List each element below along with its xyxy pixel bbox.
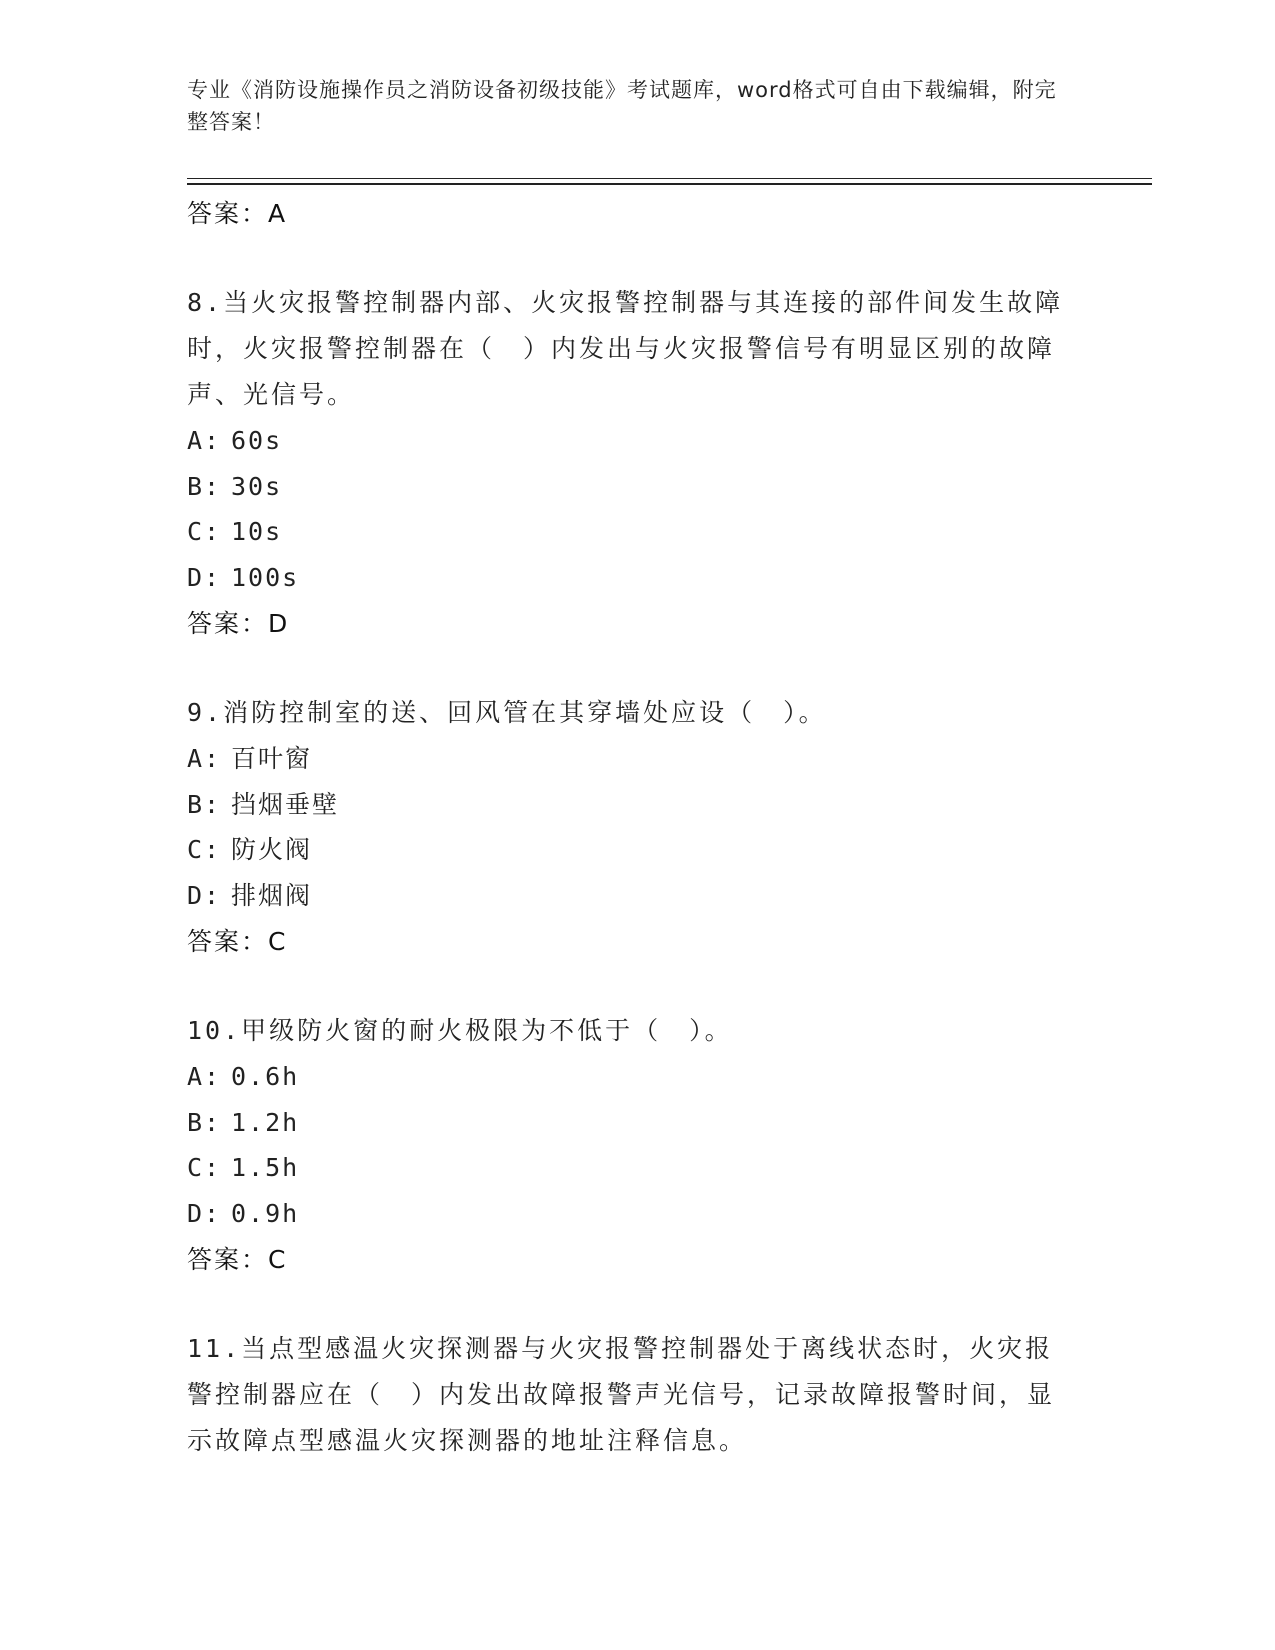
question-list xyxy=(187,190,1087,1464)
header-divider-thick xyxy=(187,183,1152,185)
option-label: A: xyxy=(187,1062,222,1091)
question-block xyxy=(187,280,1087,648)
question-block xyxy=(187,1008,1087,1284)
option-label: C: xyxy=(187,1153,222,1182)
option-a xyxy=(187,1054,1087,1100)
option-text: 100s xyxy=(231,562,300,592)
option-label: B: xyxy=(187,789,222,819)
option-d xyxy=(187,1191,1087,1237)
option-text: 挡烟垂壁 xyxy=(231,789,340,819)
option-text: 60s xyxy=(231,426,283,455)
question-stem: 11.当点型感温火灾探测器与火灾报警控制器处于离线状态时，火灾报警控制器应在（ ）内发出故障报警声光信号，记录故障报警时间，显示故障点型感温火灾探测器的地址注释信息。 xyxy=(187,1334,1056,1455)
option-a xyxy=(187,418,1087,464)
question-block xyxy=(187,1326,1087,1464)
option-label: A: xyxy=(187,426,222,455)
option-text: 1.5h xyxy=(231,1153,300,1182)
option-c xyxy=(187,1145,1087,1191)
option-label: B: xyxy=(187,1107,222,1137)
option-text: 1.2h xyxy=(231,1107,300,1137)
option-b xyxy=(187,1100,1087,1146)
question-stem: 9.消防控制室的送、回风管在其穿墙处应设（ ）。 xyxy=(187,698,827,727)
option-text: 10s xyxy=(231,517,283,546)
answer-line: 答案：D xyxy=(187,609,290,638)
option-text: 30s xyxy=(231,471,283,501)
option-text: 防火阀 xyxy=(231,835,313,864)
answer-line: 答案：A xyxy=(187,199,288,228)
option-label: D: xyxy=(187,1198,222,1228)
question-stem: 10.甲级防火窗的耐火极限为不低于（ ）。 xyxy=(187,1016,733,1045)
option-text: 0.9h xyxy=(231,1198,300,1228)
document-header: 专业《消防设施操作员之消防设备初级技能》考试题库，word格式可自由下载编辑，附完整答案！ xyxy=(187,78,1057,134)
question-block xyxy=(187,690,1087,966)
option-label: C: xyxy=(187,835,222,864)
option-label: A: xyxy=(187,744,222,773)
header-divider-thin xyxy=(187,178,1152,179)
option-label: C: xyxy=(187,517,222,546)
option-label: B: xyxy=(187,471,222,501)
option-text: 0.6h xyxy=(231,1062,300,1091)
answer-line: 答案：C xyxy=(187,1245,288,1274)
option-b xyxy=(187,782,1087,828)
answer-line: 答案：C xyxy=(187,927,288,956)
option-label: D: xyxy=(187,880,222,910)
option-c xyxy=(187,827,1087,873)
option-d xyxy=(187,555,1087,601)
question-stem: 8.当火灾报警控制器内部、火灾报警控制器与其连接的部件间发生故障时，火灾报警控制器在（ ）内发出与火灾报警信号有明显区别的故障声、光信号。 xyxy=(187,288,1064,409)
option-c xyxy=(187,509,1087,555)
option-label: D: xyxy=(187,562,222,592)
option-a xyxy=(187,736,1087,782)
option-text: 排烟阀 xyxy=(231,880,313,910)
option-text: 百叶窗 xyxy=(231,744,313,773)
option-d xyxy=(187,873,1087,919)
option-b xyxy=(187,464,1087,510)
